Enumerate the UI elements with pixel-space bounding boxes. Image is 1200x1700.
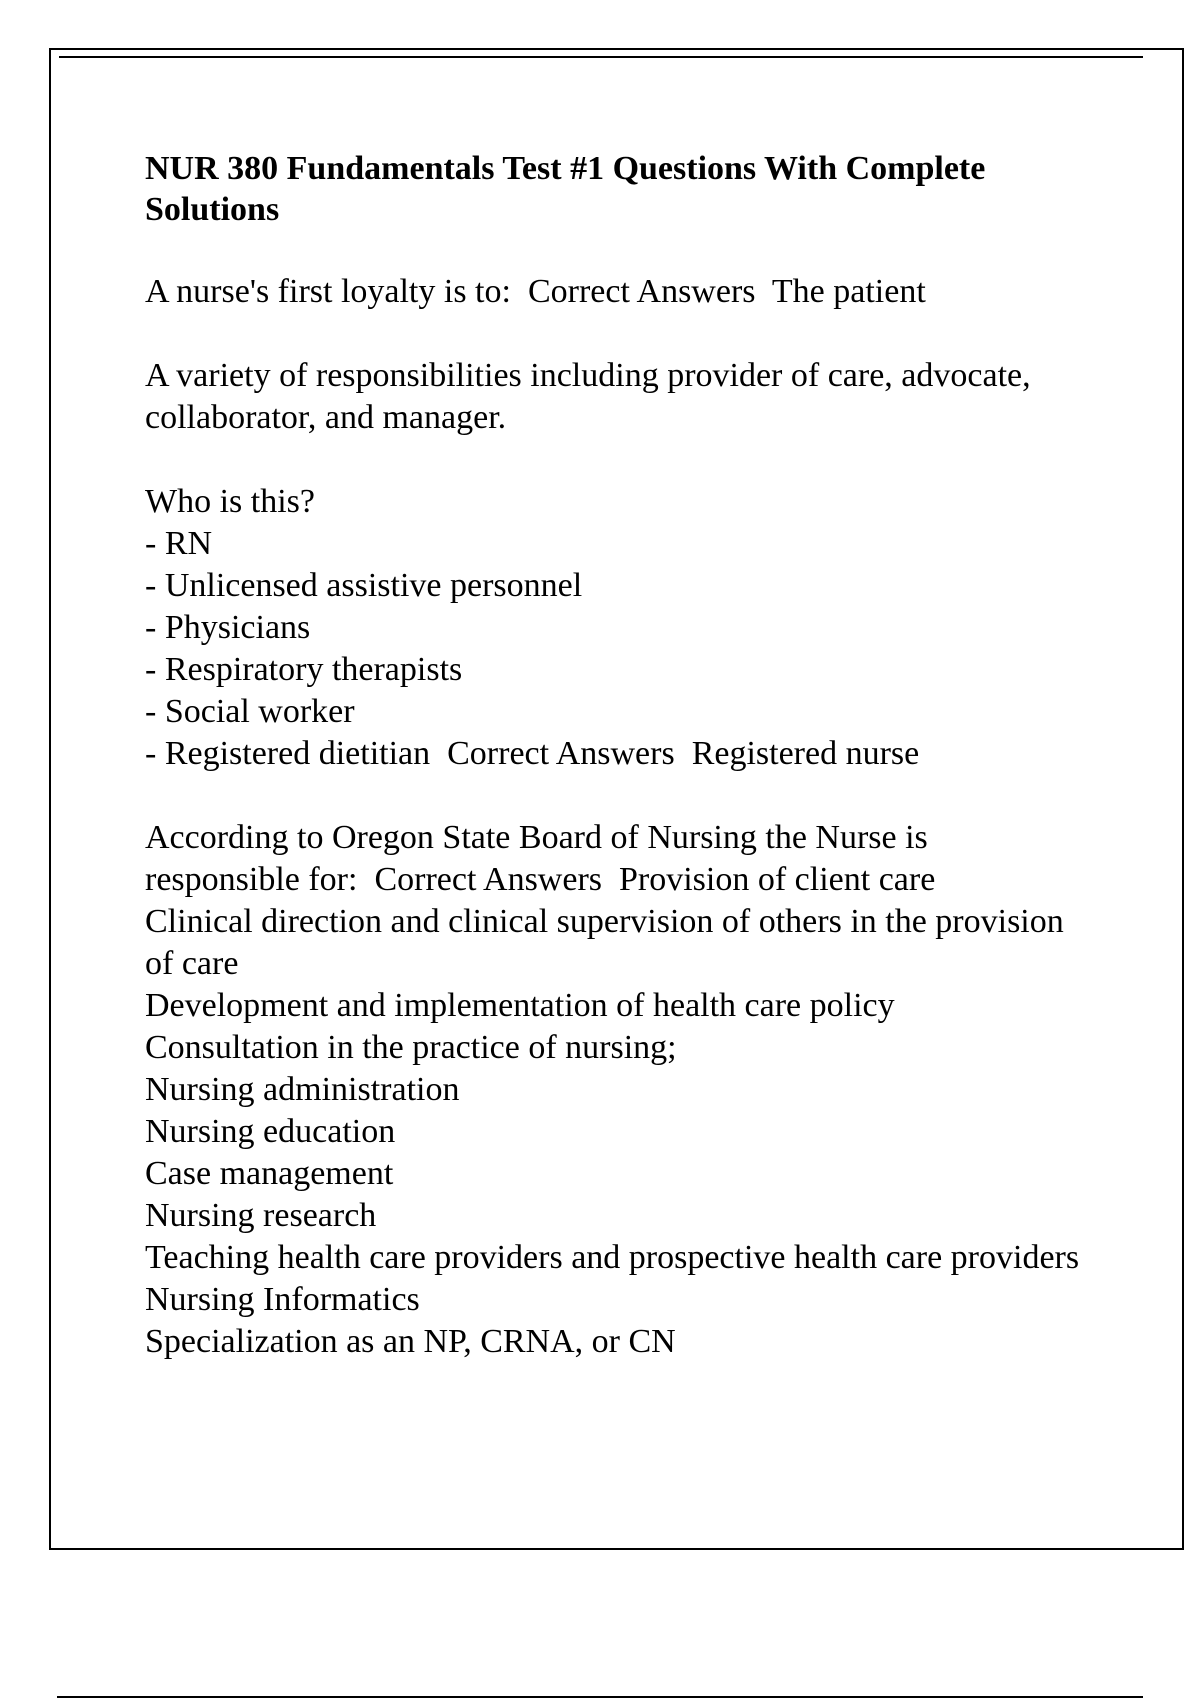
qa-line: Nursing administration	[145, 1071, 460, 1108]
document-title: NUR 380 Fundamentals Test #1 Questions With Complete Solutions	[145, 150, 986, 228]
qa-line: According to Oregon State Board of Nursing the Nurse is responsible for: Correct Answers Provision of client care	[145, 819, 937, 898]
qa-line: Nursing education	[145, 1113, 396, 1150]
qa-line: Nursing Informatics	[145, 1281, 420, 1318]
qa-line: A nurse's first loyalty is to: Correct Answers The patient	[145, 273, 926, 310]
qa-block-4	[145, 817, 1085, 1363]
qa-line: Case management	[145, 1155, 394, 1192]
qa-line: - Social worker	[145, 693, 355, 730]
qa-line: Teaching health care providers and prospective health care providers	[145, 1239, 1080, 1276]
qa-line: Clinical direction and clinical supervision of others in the provision of care	[145, 903, 1073, 982]
qa-line: Who is this?	[145, 483, 315, 520]
qa-line: Specialization as an NP, CRNA, or CN	[145, 1323, 676, 1360]
top-rule	[59, 56, 1143, 58]
bottom-rule	[57, 1696, 1143, 1698]
qa-line: - Registered dietitian Correct Answers Registered nurse	[145, 735, 920, 772]
qa-line: - Unlicensed assistive personnel	[145, 567, 583, 604]
document-body	[145, 148, 1085, 1405]
qa-block-2	[145, 355, 1085, 439]
qa-line: A variety of responsibilities including provider of care, advocate, collaborator, and manager.	[145, 357, 1040, 436]
qa-line: Development and implementation of health care policy	[145, 987, 895, 1024]
qa-block-3	[145, 481, 1085, 775]
qa-line: - RN	[145, 525, 213, 562]
qa-line: Nursing research	[145, 1197, 377, 1234]
qa-block-1	[145, 271, 1085, 313]
qa-line: - Respiratory therapists	[145, 651, 463, 688]
qa-line: Consultation in the practice of nursing;	[145, 1029, 677, 1066]
qa-line: - Physicians	[145, 609, 311, 646]
